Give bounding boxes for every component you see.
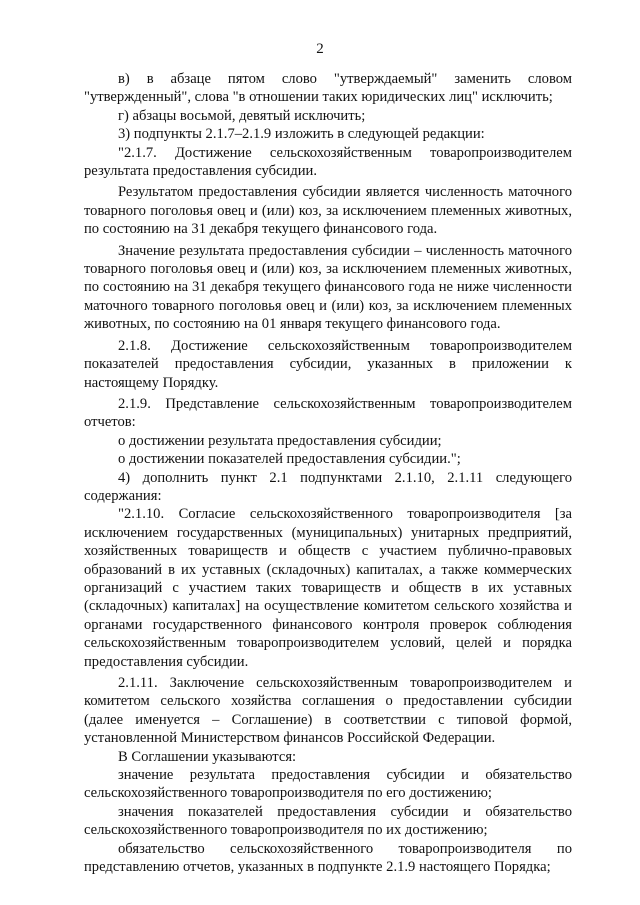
document-body [84, 70, 572, 876]
paragraph: значения показателей предоставления субсидии и обязательство сельскохозяйственного товаропроизводителя по их достижению; [84, 803, 572, 839]
paragraph: о достижении показателей предоставления субсидии."; [118, 451, 461, 468]
paragraph: 2.1.9. Представление сельскохозяйственным товаропроизводителем отчетов: [84, 395, 572, 431]
paragraph: Значение результата предоставления субсидии – численность маточного товарного поголовья овец и (или) коз, за исключением племенных животных, по состоянию на 31 декабря текущего финансового года не ниже численности маточного товарного поголовья овец и (или) коз, за исключением племенных животных, по состоянию на 01 января текущего финансового года. [84, 242, 572, 333]
paragraph: "2.1.7. Достижение сельскохозяйственным товаропроизводителем результата предоставления субсидии. [84, 144, 572, 180]
paragraph: 3) подпункты 2.1.7–2.1.9 изложить в следующей редакции: [118, 126, 485, 143]
paragraph: 2.1.11. Заключение сельскохозяйственным товаропроизводителем и комитетом сельского хозяйства соглашения о предоставлении субсидии (далее именуется – Соглашение) в соответствии с типовой формой, установленной Министерством финансов Российской Федерации. [84, 675, 572, 747]
paragraph: г) абзацы восьмой, девятый исключить; [118, 107, 366, 124]
paragraph: "2.1.10. Согласие сельскохозяйственного товаропроизводителя [за исключением государственных (муниципальных) унитарных предприятий, хозяйственных товариществ и обществ с участием публично-правовых образований в их уставных (складочных) капиталах, а также коммерческих организаций с участием таких товариществ и обществ в их уставных (складочных) капиталах] на осуществление комитетом сельского хозяйства и органами государственного финансового контроля проверок соблюдения сельскохозяйственным товаропроизводителем условий, целей и порядка предоставления субсидии. [84, 506, 572, 670]
paragraph: 2.1.8. Достижение сельскохозяйственным товаропроизводителем показателей предоставления субсидии, указанных в приложении к настоящему Порядку. [84, 337, 572, 391]
paragraph: обязательство сельскохозяйственного товаропроизводителя по представлению отчетов, указанных в подпункте 2.1.9 настоящего Порядка; [84, 840, 572, 876]
paragraph: Результатом предоставления субсидии является численность маточного товарного поголовья овец и (или) коз, за исключением племенных животных, по состоянию на 31 декабря текущего финансового года. [84, 184, 572, 238]
paragraph: в) в абзаце пятом слово "утверждаемый" заменить словом "утвержденный", слова "в отношении таких юридических лиц" исключить; [84, 71, 572, 106]
paragraph: о достижении результата предоставления субсидии; [118, 432, 442, 449]
paragraph: В Соглашении указываются: [118, 748, 297, 765]
paragraph: 4) дополнить пункт 2.1 подпунктами 2.1.10, 2.1.11 следующего содержания: [84, 469, 572, 504]
page-number: 2 [316, 41, 324, 57]
paragraph: значение результата предоставления субсидии и обязательство сельскохозяйственного товаропроизводителя по его достижению; [84, 767, 572, 802]
